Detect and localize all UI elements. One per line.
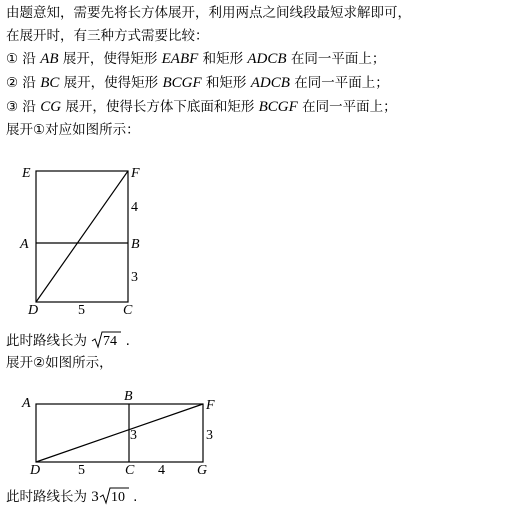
label-E: E xyxy=(22,166,31,181)
label-A: A xyxy=(20,237,29,252)
item-number: ③ xyxy=(6,99,19,115)
label-G: G xyxy=(197,463,208,478)
radical-sign-icon xyxy=(91,331,121,349)
length-mid: 3 xyxy=(130,428,137,443)
label-F: F xyxy=(131,166,140,181)
figure2-caption: 展开②如图所示， xyxy=(6,355,113,371)
path-DF xyxy=(36,404,203,462)
label-A: A xyxy=(22,396,31,411)
label-D: D xyxy=(28,303,39,318)
path-DF xyxy=(36,171,128,302)
sqrt-expression xyxy=(99,487,129,506)
intro-line-1: 由题意知，需要先将长方体展开，利用两点之间线段最短求解即可， xyxy=(6,5,411,21)
label-C: C xyxy=(123,303,133,318)
item-number: ① xyxy=(6,51,19,67)
unfold-figure-1 xyxy=(0,160,200,320)
radical-sign-icon xyxy=(99,487,129,505)
length-FB: 4 xyxy=(131,200,138,215)
length-CG: 4 xyxy=(158,463,165,478)
length-right: 3 xyxy=(206,428,213,443)
svg-text:74: 74 xyxy=(103,334,118,349)
unfold-figure-2 xyxy=(0,388,240,480)
label-D: D xyxy=(30,463,41,478)
label-B: B xyxy=(131,237,140,252)
method-item-1: ① 沿 AB 展开，使得矩形 EABF 和矩形 ADCB 在同一平面上； xyxy=(6,51,386,67)
length-DC: 5 xyxy=(78,463,85,478)
method-item-2: ② 沿 BC 展开，使得矩形 BCGF 和矩形 ADCB 在同一平面上； xyxy=(6,75,389,91)
svg-text:10: 10 xyxy=(110,490,125,505)
item-number: ② xyxy=(6,75,19,91)
result-2: 此时路线长为 3 10 . xyxy=(6,489,138,505)
label-F: F xyxy=(206,398,215,413)
length-DC: 5 xyxy=(78,303,85,318)
method-item-3: ③ 沿 CG 展开，使得长方体下底面和矩形 BCGF 在同一平面上； xyxy=(6,99,397,115)
figure1-caption: 展开①对应如图所示： xyxy=(6,122,140,138)
label-C: C xyxy=(125,463,135,478)
intro-line-2: 在展开时，有三种方式需要比较： xyxy=(6,28,209,44)
sqrt-expression xyxy=(91,331,121,350)
length-BC: 3 xyxy=(131,270,138,285)
label-B: B xyxy=(124,389,133,404)
result-1: 此时路线长为 74 . xyxy=(6,333,130,349)
